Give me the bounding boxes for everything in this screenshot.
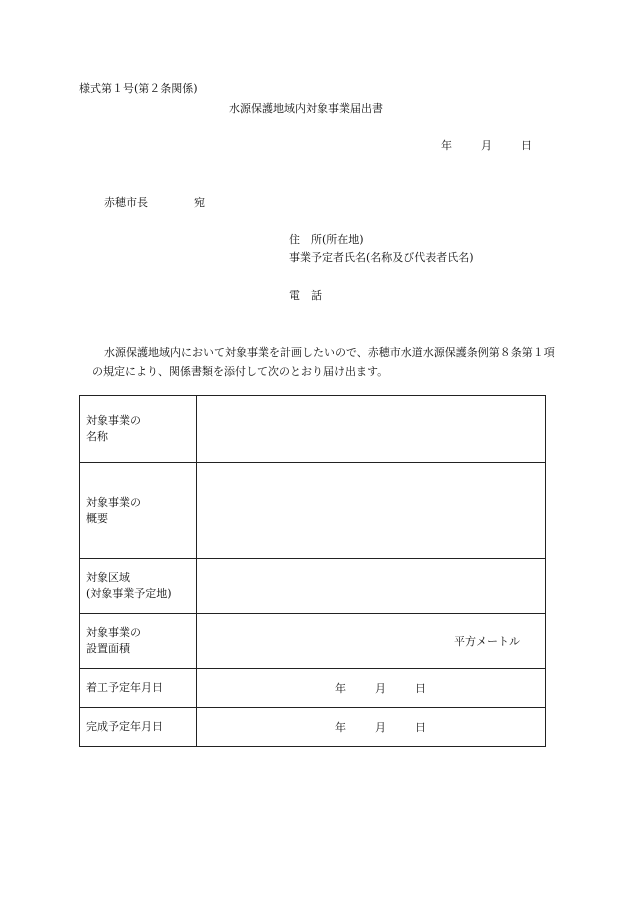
- date-month-label: 月: [481, 139, 492, 152]
- form-number: 様式第１号(第２条関係): [79, 82, 198, 95]
- document-title: 水源保護地域内対象事業届出書: [229, 102, 383, 115]
- date-year-label: 年: [441, 139, 452, 152]
- body-text: 水源保護地域内において対象事業を計画したいので、赤穂市水道水源保護条例第８条第１項の規定により、関係書類を添付して次のとおり届け出ます。: [92, 346, 555, 378]
- submission-date: [441, 137, 532, 153]
- label-line: 着工予定年月日: [86, 681, 163, 694]
- applicant-address-label: 住 所(所在地): [289, 233, 364, 246]
- label-line: 設置面積: [86, 642, 130, 655]
- table-row: [80, 669, 546, 708]
- start-date-field[interactable]: [197, 669, 546, 708]
- installation-area-field[interactable]: [197, 614, 546, 669]
- start-month-label: 月: [375, 682, 386, 695]
- completion-month-label: 月: [375, 721, 386, 734]
- addressee: [104, 194, 205, 210]
- project-summary-label: [80, 463, 197, 559]
- label-line: 名称: [86, 430, 108, 443]
- start-year-label: 年: [335, 682, 346, 695]
- table-row: [80, 708, 546, 747]
- form-table: [79, 395, 546, 747]
- table-row: [80, 463, 546, 559]
- label-line: (対象事業予定地): [86, 587, 172, 600]
- target-area-label: [80, 559, 197, 614]
- label-line: 対象事業の: [86, 414, 141, 427]
- table-row: [80, 396, 546, 463]
- addressee-name: 赤穂市長: [104, 196, 148, 209]
- applicant-phone-label: 電 話: [289, 289, 322, 302]
- date-day-label: 日: [521, 139, 532, 152]
- completion-day-label: 日: [415, 721, 426, 734]
- label-line: 完成予定年月日: [86, 720, 163, 733]
- project-name-field[interactable]: [197, 396, 546, 463]
- label-line: 対象事業の: [86, 626, 141, 639]
- label-line: 概要: [86, 511, 108, 525]
- addressee-suffix: 宛: [194, 196, 205, 209]
- target-area-field[interactable]: [197, 559, 546, 614]
- installation-area-label: [80, 614, 197, 669]
- project-summary-field[interactable]: [197, 463, 546, 559]
- label-line: 対象事業の: [86, 495, 141, 509]
- completion-date-label: [80, 708, 197, 747]
- table-row: [80, 559, 546, 614]
- table-row: [80, 614, 546, 669]
- start-day-label: 日: [415, 682, 426, 695]
- area-unit: 平方メートル: [454, 635, 520, 648]
- applicant-name-label: 事業予定者氏名(名称及び代表者氏名): [289, 251, 474, 264]
- completion-year-label: 年: [335, 721, 346, 734]
- completion-date-field[interactable]: [197, 708, 546, 747]
- project-name-label: [80, 396, 197, 463]
- start-date-label: [80, 669, 197, 708]
- label-line: 対象区域: [86, 571, 130, 584]
